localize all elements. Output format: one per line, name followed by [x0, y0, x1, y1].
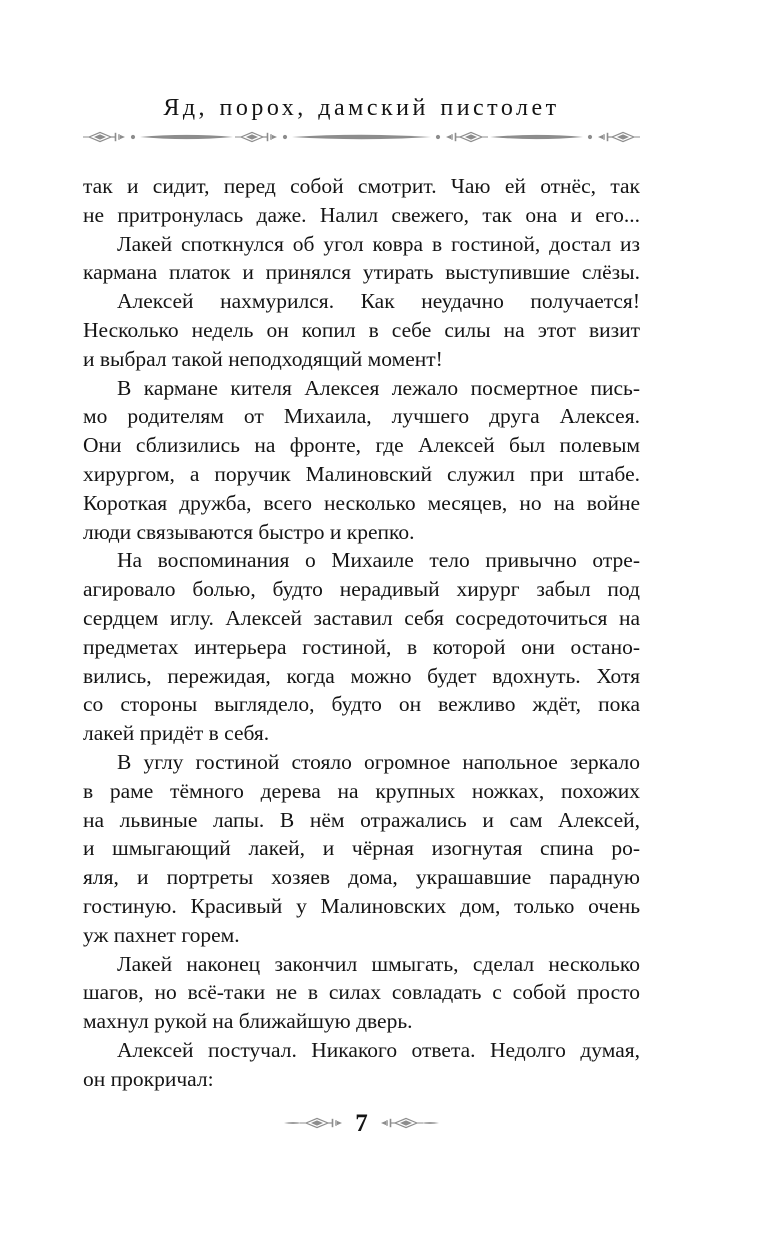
text-line: и шмыгающий лакей, и чёрная изогнутая спина ро- [83, 836, 640, 861]
running-title: Яд, порох, дамский пистолет [163, 95, 560, 121]
text-line: шагов, но всё-таки не в силах совладать с собой просто [83, 980, 640, 1005]
text-line: вились, пережидая, когда можно будет вдохнуть. Хотя [83, 663, 640, 688]
text-line: В углу гостиной стояло огромное напольное зеркало [117, 749, 640, 774]
page-footer [83, 1111, 640, 1136]
page-number: 7 [355, 1109, 368, 1137]
taper-line-icon [140, 135, 233, 139]
text-line: гостиную. Красивый у Малиновских дом, только очень [83, 893, 640, 918]
text-line: уж пахнет горем. [83, 922, 240, 947]
text-column [83, 0, 640, 1136]
text-line: так и сидит, перед собой смотрит. Чаю ей отнёс, так [83, 174, 640, 198]
text-line: не притронулась даже. Налил свежего, так она и его... [83, 202, 640, 227]
text-line: люди связываются быстро и крепко. [83, 519, 415, 544]
text-line: яля, и портреты хозяев дома, украшавшие парадную [83, 865, 640, 890]
text-line: мо родителям от Михаила, лучшего друга Алексея. [83, 404, 640, 429]
text-line: Алексей нахмурился. Как неудачно получается! [117, 289, 640, 314]
text-line: в раме тёмного дерева на крупных ножках, похожих [83, 778, 640, 803]
text-line: Лакей споткнулся об угол ковра в гостиной, достал из [117, 231, 640, 256]
text-line: На воспоминания о Михаиле тело привычно отре- [117, 548, 640, 573]
text-line: Несколько недель он копил в себе силы на этот визит [83, 317, 640, 342]
text-line: хирургом, а поручик Малиновский служил при штабе. [83, 461, 640, 486]
page-ornament-left-icon [284, 1114, 342, 1132]
text-line: махнул рукой на ближайшую дверь. [83, 1009, 413, 1034]
text-line: Короткая дружба, всего несколько месяцев, но на войне [83, 490, 640, 515]
text-line: Они сблизились на фронте, где Алексей был полевым [83, 433, 640, 458]
text-line: агировало болью, будто нерадивый хирург забыл под [83, 577, 640, 602]
text-line: и выбрал такой неподходящий момент! [83, 346, 443, 371]
text-line: В кармане кителя Алексея лежало посмертное пись- [117, 375, 640, 400]
text-line: он прокричал: [83, 1066, 214, 1091]
page-ornament-right-icon [381, 1114, 439, 1132]
taper-line-icon [490, 135, 583, 139]
text-line: со стороны выглядело, будто он вежливо ждёт, пока [83, 692, 640, 717]
text-line: предметах интерьера гостиной, в которой они остано- [83, 634, 640, 659]
text-line: кармана платок и принялся утирать выступившие слёзы. [83, 260, 640, 285]
chapter-divider-ornament-icon [83, 128, 640, 146]
text-line: на львиные лапы. В нём отражались и сам Алексей, [83, 807, 640, 832]
taper-line-icon [292, 135, 431, 139]
text-line: лакей придёт в себя. [83, 721, 270, 746]
text-line: сердцем иглу. Алексей заставил себя сосредоточиться на [83, 605, 640, 630]
body-text [83, 172, 640, 1094]
text-line: Лакей наконец закончил шмыгать, сделал несколько [117, 951, 640, 976]
text-line: Алексей постучал. Никакого ответа. Недолго думая, [117, 1037, 640, 1062]
